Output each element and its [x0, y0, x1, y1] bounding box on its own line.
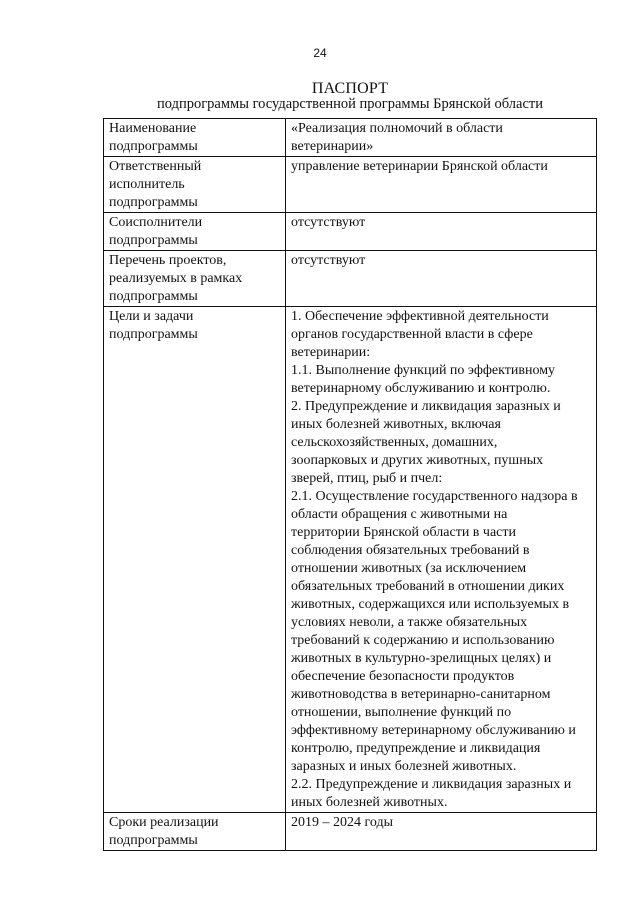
row-label-line: Цели и задачи: [109, 309, 194, 324]
row-value-line: 1.1. Выполнение функций по эффективному: [291, 363, 556, 378]
row-value-line: «Реализация полномочий в области: [291, 121, 503, 136]
row-value-line: эффективному ветеринарному обслуживанию и: [291, 723, 576, 738]
row-label-cell: [104, 251, 286, 307]
row-value-line: 2019 – 2024 годы: [291, 815, 394, 830]
row-label-cell: [104, 213, 286, 251]
row-value-line: 2. Предупреждение и ликвидация заразных и: [291, 399, 561, 414]
row-value-line: отсутствуют: [291, 215, 366, 230]
row-value-line: ветеринарии»: [291, 139, 374, 154]
row-label-cell: [104, 157, 286, 213]
row-label-line: Сроки реализации: [109, 815, 219, 830]
row-value-line: отношении, выполнение функций по: [291, 705, 512, 720]
row-value-line: 2.1. Осуществление государственного надзора в: [291, 489, 578, 504]
table-row: [104, 813, 597, 851]
row-value-cell: [286, 119, 597, 157]
table-row: [104, 213, 597, 251]
row-value-cell: [286, 307, 597, 813]
row-value-line: животных в культурно-зрелищных целях) и: [291, 651, 552, 666]
row-value-line: соблюдения обязательных требований в: [291, 543, 530, 558]
row-label-line: подпрограммы: [109, 139, 198, 154]
row-label-line: Наименование: [109, 121, 197, 136]
document-title: ПАСПОРТ: [311, 80, 389, 97]
row-value-line: отношении животных (за исключением: [291, 561, 527, 576]
row-label-line: исполнитель: [109, 177, 185, 192]
row-label-line: Соисполнители: [109, 215, 203, 230]
row-label-cell: [104, 119, 286, 157]
row-label-line: подпрограммы: [109, 233, 198, 248]
passport-table: [103, 118, 597, 851]
page-number: 24: [313, 46, 327, 60]
row-value-line: сельскохозяйственных, домашних,: [291, 435, 498, 450]
row-value-line: органов государственной власти в сфере: [291, 327, 533, 342]
row-value-line: обязательных требований в отношении диких: [291, 579, 565, 594]
row-label-line: Ответственный: [109, 159, 202, 174]
row-label-cell: [104, 307, 286, 813]
row-value-line: животных, содержащихся или используемых в: [291, 597, 570, 612]
row-value-line: животноводства в ветеринарно-санитарном: [291, 687, 551, 702]
row-label-line: подпрограммы: [109, 195, 198, 210]
row-value-line: условиях неволи, а также обязательных: [291, 615, 528, 630]
row-value-line: ветеринарному обслуживанию и контролю.: [291, 381, 551, 396]
row-value-line: контролю, предупреждение и ликвидация: [291, 741, 541, 756]
row-value-line: 2.2. Предупреждение и ликвидация заразных и: [291, 777, 572, 792]
row-label-line: реализуемых в рамках: [109, 271, 243, 286]
row-value-cell: [286, 213, 597, 251]
row-label-line: Перечень проектов,: [109, 253, 227, 268]
row-value-line: зверей, птиц, рыб и пчел:: [291, 471, 443, 486]
row-value-line: 1. Обеспечение эффективной деятельности: [291, 309, 549, 324]
row-value-line: области обращения с животными на: [291, 507, 508, 522]
row-label-line: подпрограммы: [109, 833, 198, 848]
row-label-line: подпрограммы: [109, 289, 198, 304]
row-value-line: иных болезней животных, включая: [291, 417, 501, 432]
row-value-line: требований к содержанию и использованию: [291, 633, 555, 648]
row-label-cell: [104, 813, 286, 851]
row-value-line: отсутствуют: [291, 253, 366, 268]
row-value-cell: [286, 157, 597, 213]
row-value-line: заразных и иных болезней животных.: [291, 759, 517, 774]
table-row: [104, 119, 597, 157]
row-value-cell: [286, 251, 597, 307]
row-value-line: обеспечение безопасности продуктов: [291, 669, 515, 684]
row-label-line: подпрограммы: [109, 327, 198, 342]
row-value-line: ветеринарии:: [291, 345, 371, 360]
row-value-line: территории Брянской области в части: [291, 525, 516, 540]
row-value-cell: [286, 813, 597, 851]
table-row: [104, 307, 597, 813]
row-value-line: управление ветеринарии Брянской области: [291, 159, 548, 174]
document-subtitle: подпрограммы государственной программы Брянской области: [156, 96, 543, 112]
table-row: [104, 251, 597, 307]
row-value-line: иных болезней животных.: [291, 795, 448, 810]
table-row: [104, 157, 597, 213]
row-value-line: зоопарковых и других животных, пушных: [291, 453, 544, 468]
